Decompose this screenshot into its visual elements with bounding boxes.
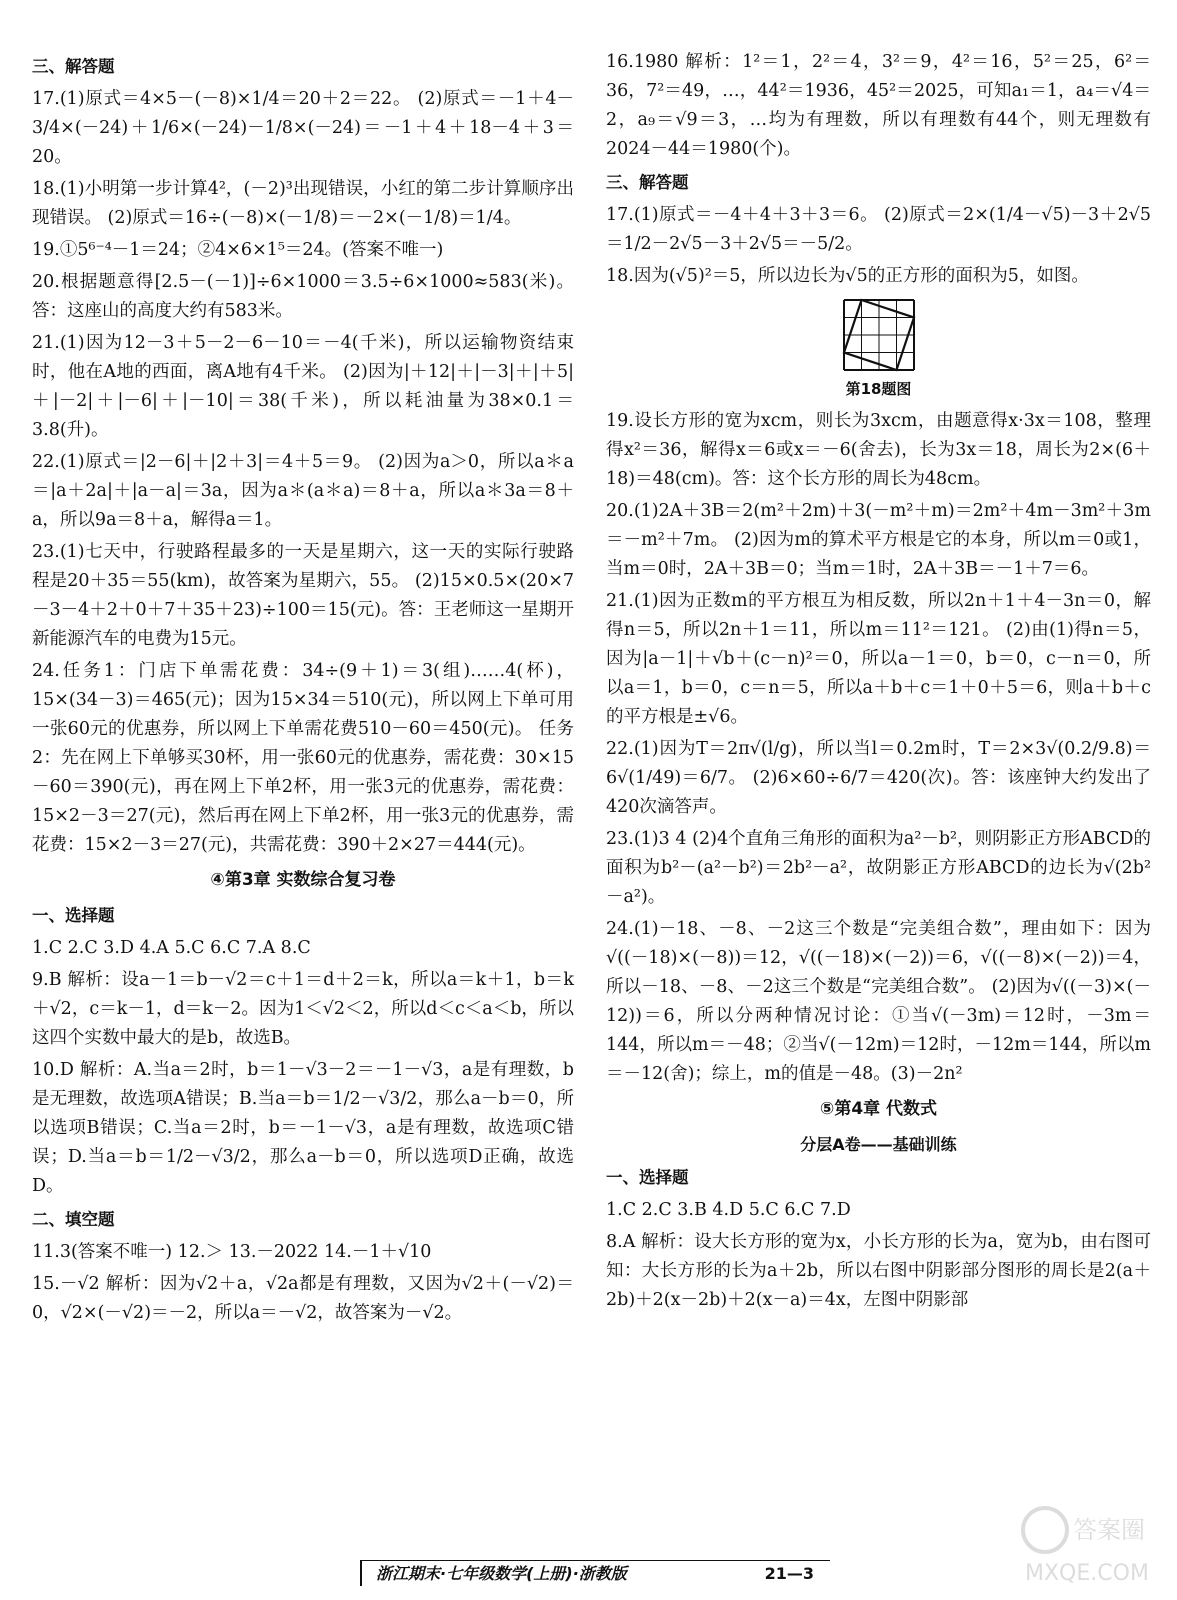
answer-item: 23.(1)3 4 (2)4个直角三角形的面积为a²－b²，则阴影正方形ABCD的面积为b²－(a²－b²)＝2b²－a²，故阴影正方形ABCD的边长为√(2b²－a²)。 <box>606 829 1151 907</box>
answer-item: 19.①5⁶⁻⁴－1＝24；②4×6×1⁵＝24。(答案不唯一) <box>32 240 444 260</box>
section-heading: 二、填空题 <box>32 1210 115 1229</box>
answer-item: 1.C 2.C 3.B 4.D 5.C 6.C 7.D <box>606 1200 851 1220</box>
answer-item: 19.设长方形的宽为xcm，则长为3xcm，由题意得x·3x＝108，整理得x²＝36，解得x＝6或x＝－6(舍去)，长为3x＝18，周长为2×(6＋18)＝48(cm)。答：这个长方形的周长为48cm。 <box>606 411 1151 489</box>
answer-item: 15.－√2 解析：因为√2＋a，√2a都是有理数，又因为√2＋(－√2)＝0，√2×(－√2)＝－2，所以a＝－√2，故答案为－√2。 <box>32 1274 574 1323</box>
watermark-line2: MXQE.COM <box>1025 1561 1149 1586</box>
answer-item: 16.1980 解析：1²＝1，2²＝4，3²＝9，4²＝16，5²＝25，6²＝36，7²＝49，…，44²＝1936，45²＝2025，可知a₁＝1，a₄＝√4＝2，a₉＝√9＝3，…均为有理数，所以有理数有44个，则无理数有2024－44＝1980(个)。 <box>606 52 1151 159</box>
answer-item: 8.A 解析：设大长方形的宽为x，小长方形的长为a，宽为b，由右图可知：大长方形的长为a＋2b，所以右图中阴影部分图形的周长是2(a＋2b)＋2(x－2b)＋2(x－a)＝4x，左图中阴影部 <box>606 1232 1151 1310</box>
section-heading: 一、选择题 <box>32 906 115 925</box>
answer-item: 23.(1)七天中，行驶路程最多的一天是星期六，这一天的实际行驶路程是20＋35＝55(km)，故答案为星期六，55。 (2)15×0.5×(20×7－3－4＋2＋0＋7＋35＋23)÷100＝15(元)。答：王老师这一星期开新能源汽车的电费为15元。 <box>32 542 574 649</box>
section-heading: 一、选择题 <box>606 1168 689 1187</box>
right-column <box>606 48 1151 1318</box>
answer-item: 17.(1)原式＝－4＋4＋3＋3＝6。 (2)原式＝2×(1/4－√5)－3＋2√5＝1/2－2√5－3＋2√5＝－5/2。 <box>606 205 1151 254</box>
answer-item: 18.因为(√5)²＝5，所以边长为√5的正方形的面积为5，如图。 <box>606 266 1089 286</box>
watermark <box>1015 1490 1165 1590</box>
watermark-logo-icon <box>1015 1490 1165 1590</box>
answer-item: 17.(1)原式＝4×5－(－8)×1/4＝20＋2＝22。 (2)原式＝－1＋4－3/4×(－24)＋1/6×(－24)－1/8×(－24)＝－1＋4＋18－4＋3＝20。 <box>32 89 574 167</box>
subsection-title: 分层A卷——基础训练 <box>800 1135 957 1154</box>
figure-caption: 第18题图 <box>845 380 912 398</box>
answer-item: 22.(1)原式＝|2－6|＋|2＋3|＝4＋5＝9。 (2)因为a＞0，所以a＊a＝|a＋2a|＋|a－a|＝3a，因为a＊(a＊a)＝8＋a，所以a＊3a＝8＋a，所以9a＝8＋a，解得a＝1。 <box>32 452 574 530</box>
left-column <box>32 48 574 1331</box>
section-heading: 三、解答题 <box>32 57 115 76</box>
answer-item: 22.(1)因为T＝2π√(l/g)，所以当l＝0.2m时，T＝2×3√(0.2/9.8)＝6√(1/49)＝6/7。 (2)6×60÷6/7＝420(次)。答：该座钟大约发出了420次滴答声。 <box>606 739 1151 817</box>
watermark-line1: 答案圈 <box>1073 1516 1145 1544</box>
chapter-title: ⑤第4章 代数式 <box>819 1099 938 1119</box>
grid-square-figure-icon <box>841 297 917 373</box>
footer-title: 浙江期末·七年级数学(上册)·浙教版 <box>376 1564 627 1583</box>
answer-item: 24.任务1：门店下单需花费：34÷(9＋1)＝3(组)……4(杯)，15×(34－3)＝465(元)；因为15×34＝510(元)，所以网上下单可用一张60元的优惠券，所以网上下单需花费510－60＝450(元)。 任务2：先在网上下单够买30杯，用一张60元的优惠券，需花费：30×15－60＝390(元)，再在网上下单2杯，用一张3元的优惠券，需花费：15×2－3＝27(元)，然后再在网上下单2杯，用一张3元的优惠券，需花费：15×2－3＝27(元)，共需花费：390＋2×27＝444(元)。 <box>32 661 574 855</box>
answer-item: 9.B 解析：设a－1＝b－√2＝c＋1＝d＋2＝k，所以a＝k＋1，b＝k＋√2，c＝k－1，d＝k－2。因为1＜√2＜2，所以d＜c＜a＜b，所以这四个实数中最大的是b，故选B。 <box>32 970 574 1048</box>
answer-item: 11.3(答案不唯一) 12.＞ 13.－2022 14.－1＋√10 <box>32 1242 432 1262</box>
answer-item: 21.(1)因为正数m的平方根互为相反数，所以2n＋1＋4－3n＝0，解得n＝5，所以2n＋1＝11，所以m＝11²＝121。 (2)由(1)得n＝5，因为|a－1|＋√b＋(c－n)²＝0，所以a－1＝0，b＝0，c－n＝0，所以a＝1，b＝0，c＝n＝5，所以a＋b＋c＝1＋0＋5＝6，则a＋b＋c的平方根是±√6。 <box>606 591 1151 727</box>
page-footer <box>360 1560 830 1586</box>
chapter-title: ④第3章 实数综合复习卷 <box>210 870 396 890</box>
answer-item: 20.(1)2A＋3B＝2(m²＋2m)＋3(－m²＋m)＝2m²＋4m－3m²＋3m＝－m²＋7m。 (2)因为m的算术平方根是它的本身，所以m＝0或1，当m＝0时，2A＋3B＝0；当m＝1时，2A＋3B＝－1＋7＝6。 <box>606 501 1151 579</box>
answer-item: 24.(1)－18、－8、－2这三个数是“完美组合数”，理由如下：因为√((－18)×(－8))＝12，√((－18)×(－2))＝6，√((－8)×(－2))＝4，所以－18、－8、－2这三个数是“完美组合数”。 (2)因为√((－3)×(－12))＝6，所以分两种情况讨论：①当√(－3m)＝12时，－3m＝144，所以m＝－48；②当√(－12m)＝12时，－12m＝144，所以m＝－12(舍)；综上，m的值是－48。(3)－2n² <box>606 919 1151 1084</box>
section-heading: 三、解答题 <box>606 173 689 192</box>
page-number: 21—3 <box>764 1564 814 1583</box>
answer-item: 18.(1)小明第一步计算4²，(－2)³出现错误，小红的第二步计算顺序出现错误。 (2)原式＝16÷(－8)×(－1/8)＝－2×(－1/8)＝1/4。 <box>32 179 574 228</box>
answer-item: 20.根据题意得[2.5－(－1)]÷6×1000＝3.5÷6×1000≈583(米)。答：这座山的高度大约有583米。 <box>32 272 574 321</box>
answer-item: 10.D 解析：A.当a＝2时，b＝1－√3－2＝－1－√3，a是有理数，b是无理数，故选项A错误；B.当a＝b＝1/2－√3/2，那么a－b＝0，所以选项B错误；C.当a＝2时，b＝－1－√3，a是有理数，故选项C错误；D.当a＝b＝1/2－√3/2，那么a－b＝0，所以选项D正确，故选D。 <box>32 1060 574 1196</box>
answer-item: 21.(1)因为12－3＋5－2－6－10＝－4(千米)，所以运输物资结束时，他在A地的西面，离A地有4千米。 (2)因为|＋12|＋|－3|＋|＋5|＋|－2|＋|－6|＋|－10|＝38(千米)，所以耗油量为38×0.1＝3.8(升)。 <box>32 333 574 440</box>
answer-item: 1.C 2.C 3.D 4.A 5.C 6.C 7.A 8.C <box>32 938 311 958</box>
